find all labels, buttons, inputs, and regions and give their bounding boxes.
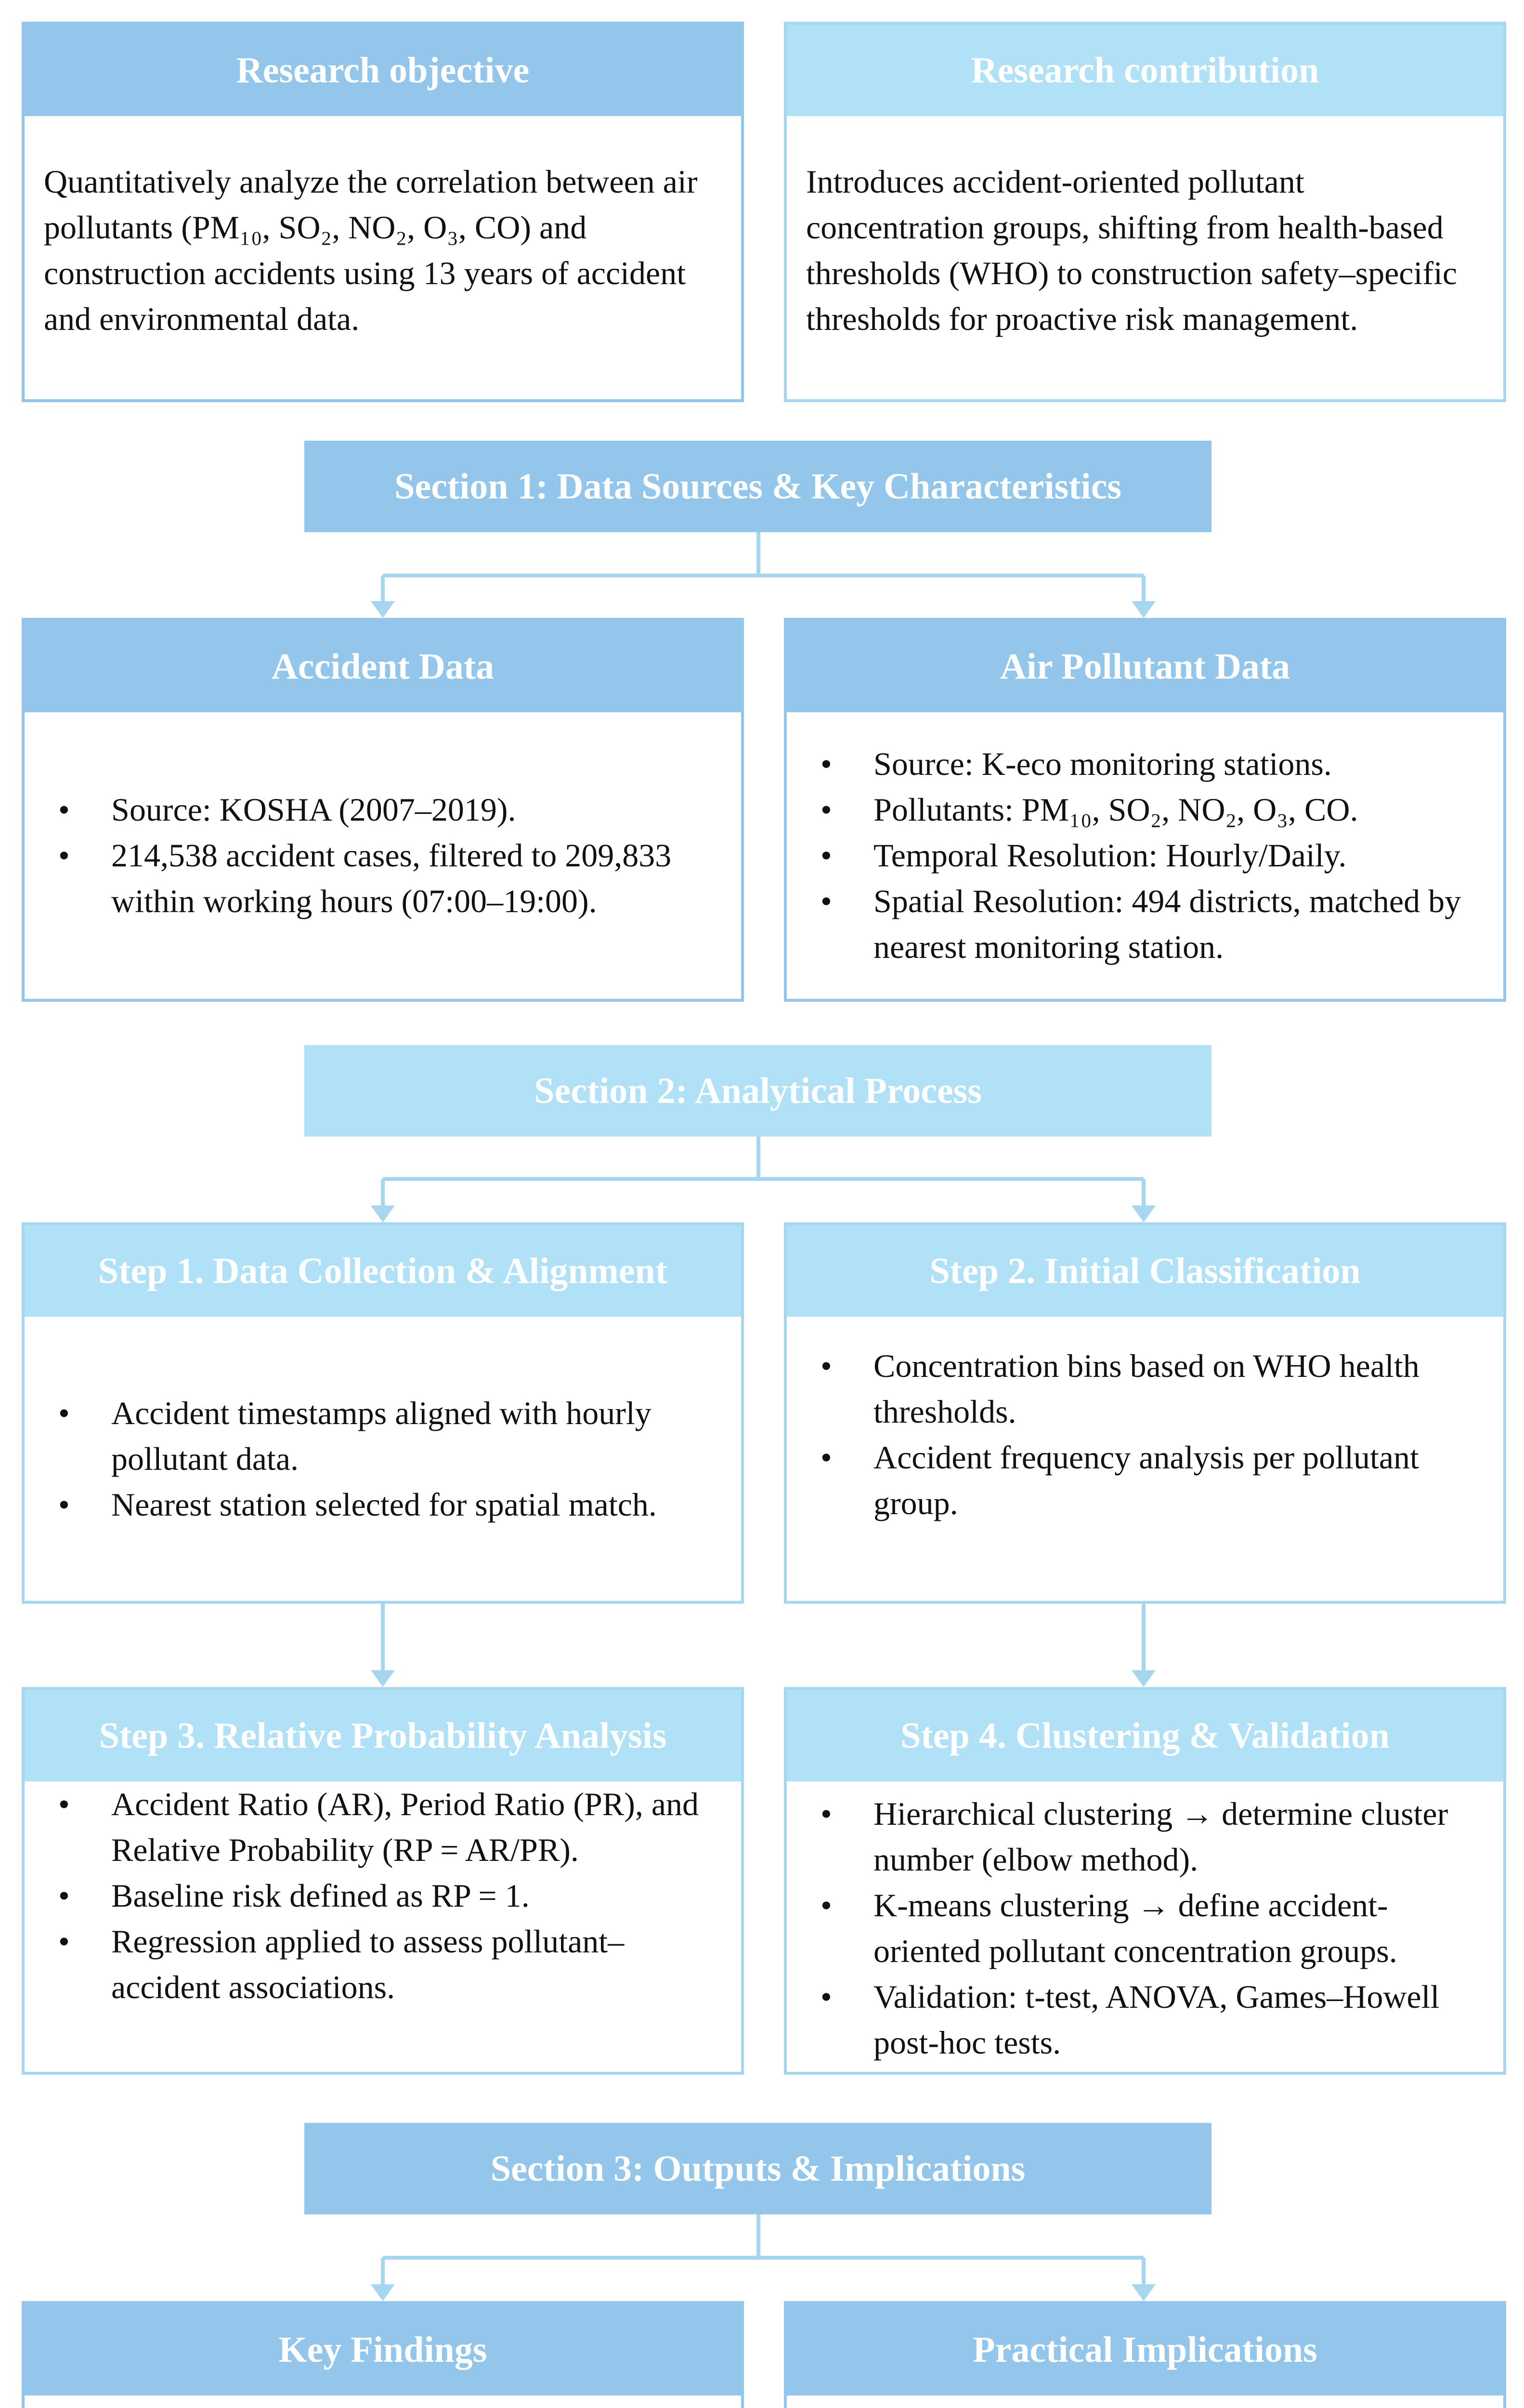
key-findings-box — [22, 2301, 744, 2408]
practical-implications-title: Practical Implications — [787, 2304, 1503, 2395]
step3-item: • Accident Ratio (AR), Period Ratio (PR), and Relative Probability (RP = AR/PR). — [44, 1781, 722, 1873]
section1-banner: Section 1: Data Sources & Key Characteristics — [304, 441, 1211, 532]
step1-item: • Accident timestamps aligned with hourly pollutant data. — [44, 1390, 722, 1482]
step3-box — [22, 1687, 744, 2075]
section3-banner: Section 3: Outputs & Implications — [304, 2123, 1211, 2214]
research-contribution-text: Introduces accident-oriented pollutant concentration groups, shifting from health-based thresholds (WHO) to construction safety–specific thresholds for proactive risk management. — [806, 163, 1458, 337]
step1-title: Step 1. Data Collection & Alignment — [25, 1225, 741, 1317]
step4-item: • Hierarchical clustering → determine cluster number (elbow method). — [806, 1791, 1484, 1883]
step2-item: • Concentration bins based on WHO health thresholds. — [806, 1343, 1484, 1435]
accident-data-title: Accident Data — [25, 621, 741, 712]
step4-item: • K-means clustering → define accident-oriented pollutant concentration groups. — [806, 1883, 1484, 1974]
step4-item: • Validation: t-test, ANOVA, Games–Howell post-hoc tests. — [806, 1974, 1484, 2066]
step3-item: • Baseline risk defined as RP = 1. — [44, 1873, 722, 1919]
air-pollutant-data-item: • Source: K-eco monitoring stations. — [806, 741, 1484, 787]
step1-box — [22, 1222, 744, 1604]
step4-box — [784, 1687, 1506, 2075]
air-pollutant-data-item: • Spatial Resolution: 494 districts, matched by nearest monitoring station. — [806, 878, 1484, 970]
air-pollutant-data-item: • Temporal Resolution: Hourly/Daily. — [806, 833, 1484, 878]
step2-box — [784, 1222, 1506, 1604]
accident-data-item: • Source: KOSHA (2007–2019). — [44, 787, 722, 833]
accident-data-box — [22, 618, 744, 1002]
research-objective-text: Quantitatively analyze the correlation between air pollutants (PM₁₀, SO₂, NO₂, O₃, CO) and construction accidents using 13 years of accident and environmental data. — [44, 163, 698, 337]
step3-title: Step 3. Relative Probability Analysis — [25, 1690, 741, 1781]
air-pollutant-data-title: Air Pollutant Data — [787, 621, 1503, 712]
air-pollutant-data-item: • Pollutants: PM₁₀, SO₂, NO₂, O₃, CO. — [806, 787, 1484, 833]
section2-banner: Section 2: Analytical Process — [304, 1045, 1211, 1137]
step2-title: Step 2. Initial Classification — [787, 1225, 1503, 1317]
research-objective-box — [22, 22, 744, 402]
research-contribution-title: Research contribution — [787, 25, 1503, 116]
accident-data-item: • 214,538 accident cases, filtered to 209,833 within working hours (07:00–19:00). — [44, 833, 722, 924]
air-pollutant-data-box — [784, 618, 1506, 1002]
step1-item: • Nearest station selected for spatial match. — [44, 1482, 722, 1528]
step4-title: Step 4. Clustering & Validation — [787, 1690, 1503, 1781]
key-findings-title: Key Findings — [25, 2304, 741, 2395]
research-objective-title: Research objective — [25, 25, 741, 116]
step3-item: • Regression applied to assess pollutant–accident associations. — [44, 1919, 722, 2010]
research-contribution-box — [784, 22, 1506, 402]
practical-implications-box — [784, 2301, 1506, 2408]
step2-item: • Accident frequency analysis per pollutant group. — [806, 1435, 1484, 1526]
